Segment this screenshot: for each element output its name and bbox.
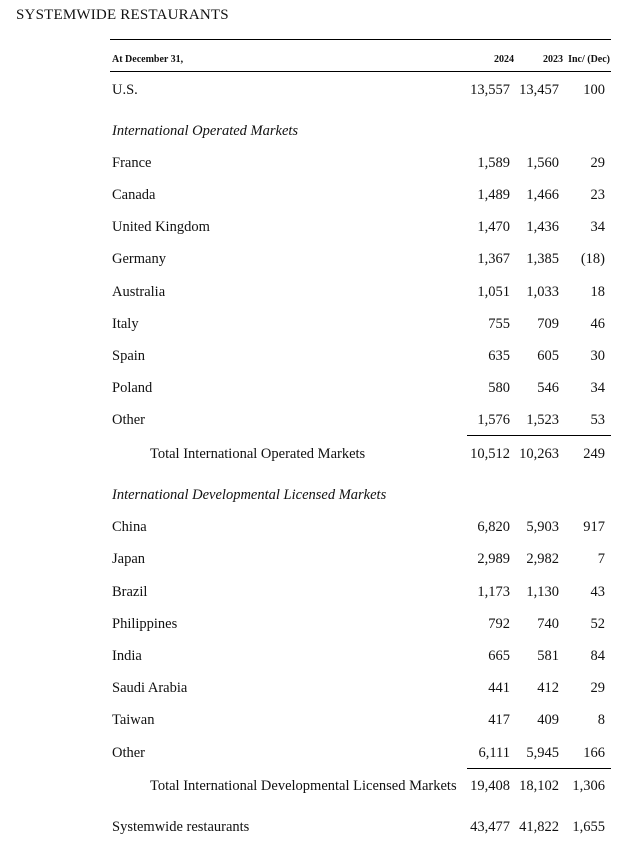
value-2024: 1,470 bbox=[477, 219, 510, 235]
value-2024: 19,408 bbox=[470, 778, 510, 794]
value-2023: 709 bbox=[537, 316, 559, 332]
header-inc-dec: Inc/ (Dec) bbox=[568, 54, 610, 65]
table-row bbox=[0, 412, 640, 434]
row-label: Australia bbox=[112, 284, 166, 300]
total-row bbox=[0, 778, 640, 800]
table-row bbox=[0, 187, 640, 209]
value-2023: 5,903 bbox=[526, 519, 559, 535]
value-change: 34 bbox=[590, 380, 605, 396]
value-2024: 1,051 bbox=[477, 284, 510, 300]
value-change: 46 bbox=[590, 316, 605, 332]
value-2023: 581 bbox=[537, 648, 559, 664]
value-2024: 1,589 bbox=[477, 155, 510, 171]
value-change: 249 bbox=[583, 446, 605, 462]
row-label: Germany bbox=[112, 251, 166, 267]
table-row bbox=[0, 819, 640, 841]
value-2023: 409 bbox=[537, 712, 559, 728]
value-change: 8 bbox=[597, 712, 605, 728]
table-row bbox=[0, 219, 640, 241]
row-label: Italy bbox=[112, 316, 139, 332]
row-label: United Kingdom bbox=[112, 219, 210, 235]
header-bottom-rule bbox=[110, 71, 611, 72]
table-row bbox=[0, 680, 640, 702]
row-label: Spain bbox=[112, 348, 146, 364]
value-2024: 10,512 bbox=[470, 446, 510, 462]
row-label: Other bbox=[112, 412, 146, 428]
row-label: France bbox=[112, 155, 152, 171]
value-2023: 2,982 bbox=[526, 551, 559, 567]
value-change: 29 bbox=[590, 155, 605, 171]
value-change: 7 bbox=[597, 551, 605, 567]
table-row bbox=[0, 348, 640, 370]
value-2023: 546 bbox=[537, 380, 559, 396]
row-label: Japan bbox=[112, 551, 146, 567]
value-2023: 5,945 bbox=[526, 745, 559, 761]
value-2024: 441 bbox=[488, 680, 510, 696]
row-label: Other bbox=[112, 745, 146, 761]
header-2023: 2023 bbox=[543, 54, 563, 65]
row-label: China bbox=[112, 519, 147, 535]
value-change: (18) bbox=[580, 251, 605, 267]
value-change: 1,306 bbox=[572, 778, 605, 794]
row-label: Saudi Arabia bbox=[112, 680, 188, 696]
value-change: 30 bbox=[590, 348, 605, 364]
row-label: Total International Developmental Licensed Markets bbox=[150, 778, 457, 794]
value-2023: 605 bbox=[537, 348, 559, 364]
table-row bbox=[0, 648, 640, 670]
header-2024: 2024 bbox=[494, 54, 514, 65]
table-row bbox=[0, 155, 640, 177]
value-change: 84 bbox=[590, 648, 605, 664]
section-heading bbox=[0, 487, 640, 509]
subtotal-rule-developmental bbox=[467, 768, 611, 769]
value-2024: 580 bbox=[488, 380, 510, 396]
value-2023: 1,560 bbox=[526, 155, 559, 171]
value-2023: 41,822 bbox=[519, 819, 559, 835]
value-2024: 1,367 bbox=[477, 251, 510, 267]
value-change: 53 bbox=[590, 412, 605, 428]
value-2024: 755 bbox=[488, 316, 510, 332]
header-label: At December 31, bbox=[112, 54, 184, 65]
value-change: 43 bbox=[590, 584, 605, 600]
value-2024: 2,989 bbox=[477, 551, 510, 567]
table-row bbox=[0, 82, 640, 104]
table-row bbox=[0, 284, 640, 306]
value-2024: 792 bbox=[488, 616, 510, 632]
value-2024: 1,489 bbox=[477, 187, 510, 203]
row-label: Philippines bbox=[112, 616, 178, 632]
value-2023: 1,436 bbox=[526, 219, 559, 235]
row-label: International Developmental Licensed Markets bbox=[112, 487, 387, 503]
table-row bbox=[0, 745, 640, 767]
value-change: 23 bbox=[590, 187, 605, 203]
value-2023: 1,523 bbox=[526, 412, 559, 428]
value-2023: 1,385 bbox=[526, 251, 559, 267]
table-top-rule bbox=[110, 39, 611, 40]
value-change: 34 bbox=[590, 219, 605, 235]
value-2023: 740 bbox=[537, 616, 559, 632]
value-2023: 18,102 bbox=[519, 778, 559, 794]
value-2024: 6,111 bbox=[478, 745, 510, 761]
value-change: 1,655 bbox=[572, 819, 605, 835]
row-label: U.S. bbox=[112, 82, 138, 98]
table-row bbox=[0, 712, 640, 734]
value-2024: 417 bbox=[488, 712, 510, 728]
row-label: International Operated Markets bbox=[112, 123, 299, 139]
value-change: 29 bbox=[590, 680, 605, 696]
value-2023: 412 bbox=[537, 680, 559, 696]
table-row bbox=[0, 316, 640, 338]
value-change: 18 bbox=[590, 284, 605, 300]
value-2023: 1,466 bbox=[526, 187, 559, 203]
value-2024: 665 bbox=[488, 648, 510, 664]
value-2024: 635 bbox=[488, 348, 510, 364]
table-row bbox=[0, 251, 640, 273]
row-label: India bbox=[112, 648, 142, 664]
value-2023: 13,457 bbox=[519, 82, 559, 98]
row-label: Poland bbox=[112, 380, 153, 396]
subtotal-rule-operated bbox=[467, 435, 611, 436]
row-label: Total International Operated Markets bbox=[150, 446, 366, 462]
value-change: 917 bbox=[583, 519, 605, 535]
value-2023: 1,130 bbox=[526, 584, 559, 600]
total-row bbox=[0, 446, 640, 468]
row-label: Brazil bbox=[112, 584, 148, 600]
value-change: 166 bbox=[583, 745, 605, 761]
row-label: Taiwan bbox=[112, 712, 155, 728]
table-row bbox=[0, 519, 640, 541]
section-heading bbox=[0, 123, 640, 145]
table-row bbox=[0, 616, 640, 638]
row-label: Canada bbox=[112, 187, 156, 203]
value-2024: 13,557 bbox=[470, 82, 510, 98]
table-row bbox=[0, 380, 640, 402]
value-2024: 1,173 bbox=[477, 584, 510, 600]
table-row bbox=[0, 584, 640, 606]
value-2023: 10,263 bbox=[519, 446, 559, 462]
value-change: 52 bbox=[590, 616, 605, 632]
value-change: 100 bbox=[583, 82, 605, 98]
page-title: SYSTEMWIDE RESTAURANTS bbox=[16, 7, 229, 23]
table-row bbox=[0, 551, 640, 573]
row-label: Systemwide restaurants bbox=[112, 819, 250, 835]
value-2024: 6,820 bbox=[477, 519, 510, 535]
value-2024: 43,477 bbox=[470, 819, 510, 835]
value-2024: 1,576 bbox=[477, 412, 510, 428]
value-2023: 1,033 bbox=[526, 284, 559, 300]
